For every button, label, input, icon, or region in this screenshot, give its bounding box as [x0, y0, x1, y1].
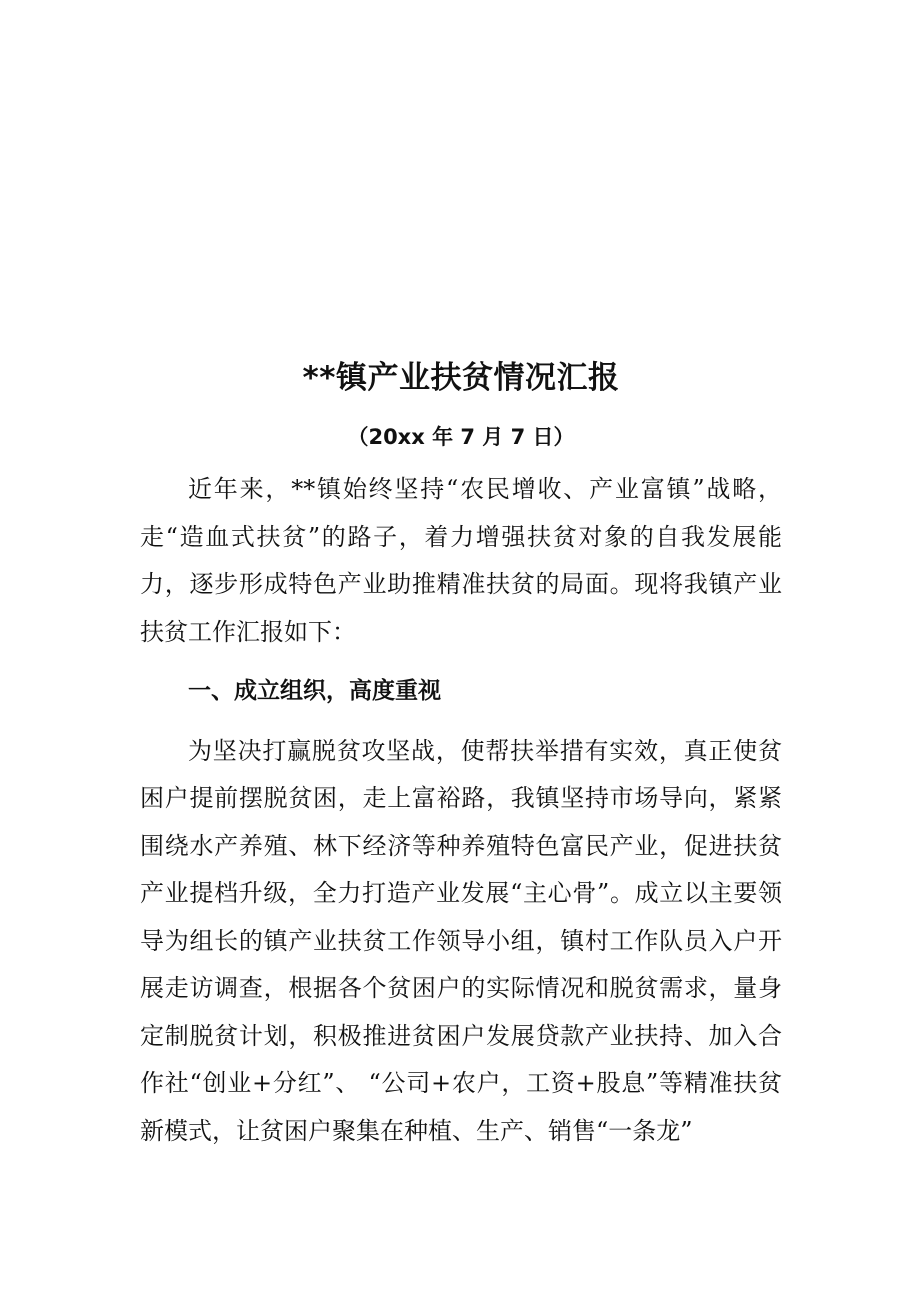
document-date: （20xx 年 7 月 7 日）: [347, 425, 575, 449]
document-page: [140, 356, 782, 1155]
intro-paragraph: 近年来，**镇始终坚持“农民增收、产业富镇”战略，走“造血式扶贫”的路子，着力增强扶贫对象的自我发展能力，逐步形成特色产业助推精准扶贫的局面。现将我镇产业扶贫工作汇报如下：: [140, 475, 782, 646]
section-1-paragraph: 为坚决打赢脱贫攻坚战，使帮扶举措有实效，真正使贫困户提前摆脱贫困，走上富裕路，我镇坚持市场导向，紧紧围绕水产养殖、林下经济等种养殖特色富民产业，促进扶贫产业提档升级，全力打造产业发展“主心骨”。成立以主要领导为组长的镇产业扶贫工作领导小组，镇村工作队员入户开展走访调查，根据各个贫困户的实际情况和脱贫需求，量身定制脱贫计划，积极推进贫困户发展贷款产业扶持、加入合作社“创业+分红”、 “公司+农户，工资+股息”等精准扶贫新模式，让贫困户聚集在种植、生产、销售“一条龙”: [140, 736, 782, 1145]
section-heading-1: 一、成立组织，高度重视: [188, 678, 441, 704]
document-title: **镇产业扶贫情况汇报: [302, 360, 620, 396]
